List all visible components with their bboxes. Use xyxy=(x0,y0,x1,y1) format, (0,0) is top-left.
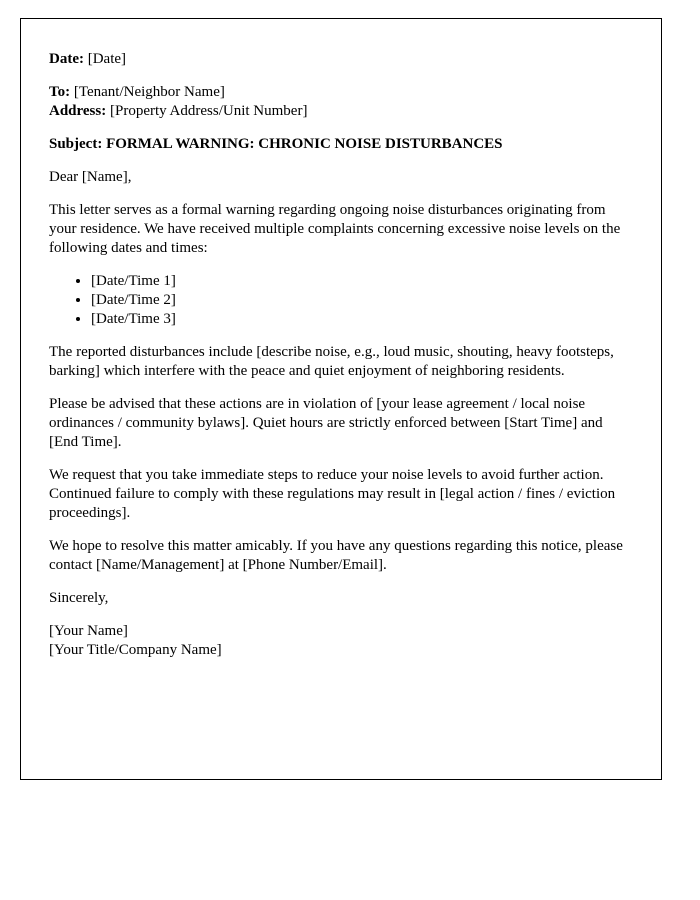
signature-title: [Your Title/Company Name] xyxy=(49,642,222,658)
signature-block xyxy=(49,622,629,660)
address-label: Address: xyxy=(49,103,107,119)
letter-page xyxy=(20,18,662,780)
to-value: [Tenant/Neighbor Name] xyxy=(73,84,225,100)
paragraph-request: We request that you take immediate steps to reduce your noise levels to avoid further action. Continued failure to comply with these regulations may result in [legal action / fines / eviction proceedings]. xyxy=(49,467,616,521)
date-value: [Date] xyxy=(87,51,127,67)
subject-label: Subject: xyxy=(49,136,103,152)
to-label: To: xyxy=(49,84,71,100)
subject-line xyxy=(49,135,629,154)
to-line xyxy=(49,83,629,102)
paragraph-intro: This letter serves as a formal warning regarding ongoing noise disturbances originating from your residence. We have received multiple complaints concerning excessive noise levels on the following dates and times: xyxy=(49,202,621,256)
incident-list-item: • [Date/Time 2] xyxy=(91,291,629,310)
address-line xyxy=(49,102,629,121)
incident-list-item: • [Date/Time 1] xyxy=(91,272,629,291)
incident-list-item: • [Date/Time 3] xyxy=(91,310,629,329)
date-line xyxy=(49,50,629,69)
signature-name: [Your Name] xyxy=(49,623,128,639)
address-value: [Property Address/Unit Number] xyxy=(109,103,308,119)
incident-list xyxy=(49,272,629,329)
subject-value: FORMAL WARNING: CHRONIC NOISE DISTURBANCES xyxy=(106,136,503,152)
paragraph-violation: Please be advised that these actions are in violation of [your lease agreement / local noise ordinances / community bylaws]. Quiet hours are strictly enforced between [Start Time] and [End Time]. xyxy=(49,396,603,450)
salutation: Dear [Name], xyxy=(49,169,132,185)
paragraph-closing: We hope to resolve this matter amicably. If you have any questions regarding this notice, please contact [Name/Management] at [Phone Number/Email]. xyxy=(49,538,623,573)
paragraph-disturbances: The reported disturbances include [describe noise, e.g., loud music, shouting, heavy footsteps, barking] which interfere with the peace and quiet enjoyment of neighboring residents. xyxy=(49,344,614,379)
date-label: Date: xyxy=(49,51,84,67)
signoff: Sincerely, xyxy=(49,590,109,606)
